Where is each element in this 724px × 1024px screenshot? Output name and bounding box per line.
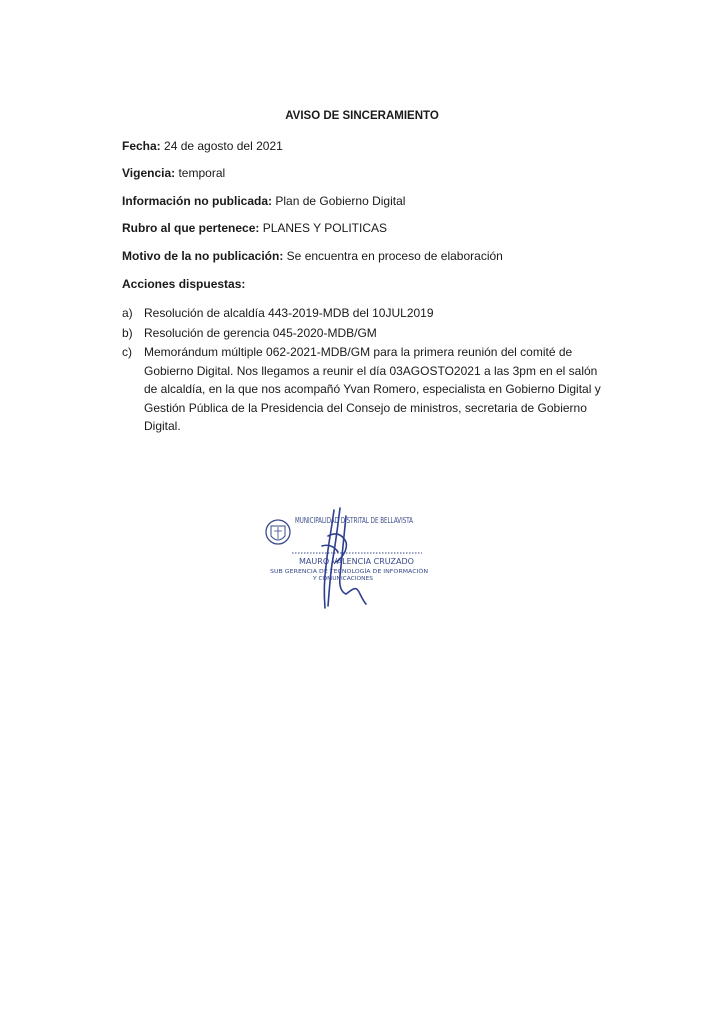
document-title: AVISO DE SINCERAMIENTO <box>285 110 439 122</box>
field-label: Rubro al que pertenece: <box>122 221 260 235</box>
list-text: Resolución de gerencia 045-2020-MDB/GM <box>144 325 377 340</box>
field-label: Información no publicada: <box>122 194 273 208</box>
field-value: PLANES Y POLITICAS <box>259 221 387 235</box>
field-fecha <box>122 139 283 153</box>
stamp-institution: MUNICIPALIDAD DISTRITAL DE BELLAVISTA <box>295 516 414 525</box>
municipal-seal-icon <box>266 520 290 544</box>
field-value: 24 de agosto del 2021 <box>160 139 283 153</box>
list-marker: c) <box>122 345 132 359</box>
field-label: Motivo de la no publicación: <box>122 249 284 263</box>
field-motivo <box>122 249 503 263</box>
list-marker: b) <box>122 325 133 340</box>
stamp-role-line2: Y COMUNICACIONES <box>311 576 373 582</box>
field-value: Se encuentra en proceso de elaboración <box>283 249 503 263</box>
list-item <box>122 324 602 343</box>
signature-stamp <box>262 506 442 616</box>
list-text: Memorándum múltiple 062-2021-MDB/GM para la primera reunión del comité de Gobierno Digital. Nos llegamos a reunir el día 03AGOSTO2021 a las 3pm en el salón de alcaldía, en la que nos acompañó Yvan Romero, especialista en Gobierno Digital y Gestión Pública de la Presidencia del Consejo de ministros, secretaria de Gobierno Digital. <box>144 345 601 433</box>
list-text: Resolución de alcaldía 443-2019-MDB del 10JUL2019 <box>144 306 434 320</box>
field-value: temporal <box>175 166 226 180</box>
field-label: Fecha: <box>122 139 161 153</box>
field-rubro <box>122 221 387 235</box>
list-marker: a) <box>122 306 133 320</box>
field-value: Plan de Gobierno Digital <box>272 194 406 208</box>
actions-list <box>122 304 602 437</box>
stamp-role-line1: SUB GERENCIA DE TECNOLOGÍA DE INFORMACIÓN <box>270 569 398 575</box>
list-item <box>122 343 602 436</box>
field-vigencia <box>122 166 225 180</box>
stamp-signer-name: MAURO VALENCIA CRUZADO <box>299 557 415 566</box>
field-informacion <box>122 194 405 208</box>
field-label: Vigencia: <box>122 166 176 180</box>
actions-title: Acciones dispuestas: <box>122 277 246 291</box>
list-item <box>122 304 602 323</box>
